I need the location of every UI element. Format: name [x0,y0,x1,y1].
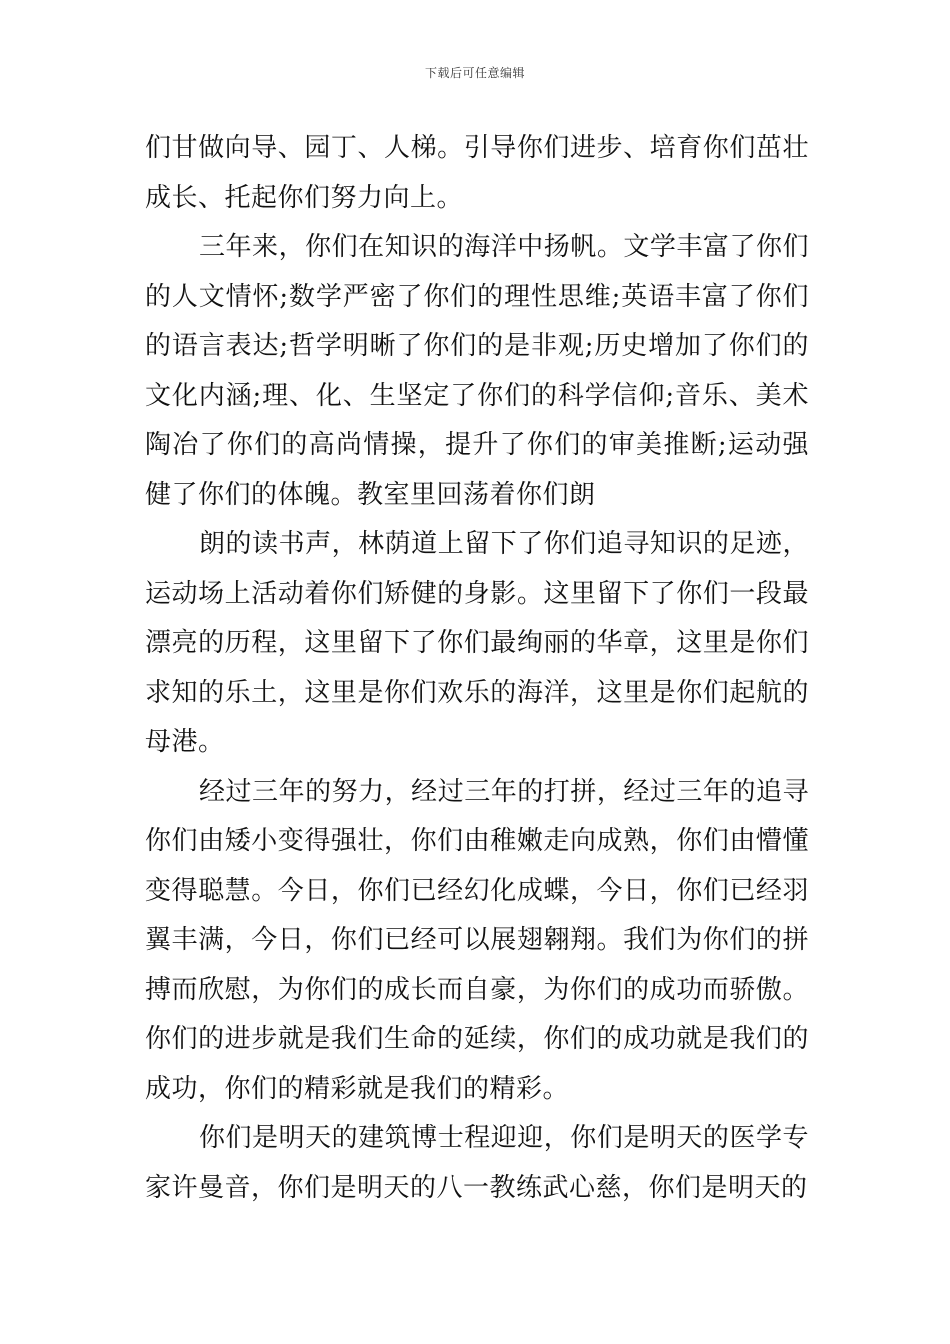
paragraph-1: 们甘做向导、园丁、人梯。引导你们进步、培育你们茁壮成长、托起你们努力向上。 [145,133,809,213]
page-header: 下载后可任意编辑 [424,66,525,80]
paragraph-5: 你们是明天的建筑博士程迎迎，你们是明天的医学专家许曼音，你们是明天的八一教练武心慈，你们是明天的 [145,1123,809,1203]
document-body [145,124,809,1213]
paragraph-3: 朗的读书声，林荫道上留下了你们追寻知识的足迹，运动场上活动着你们矫健的身影。这里留下了你们一段最漂亮的历程，这里留下了你们最绚丽的华章，这里是你们求知的乐土，这里是你们欢乐的海洋，这里是你们起航的母港。 [145,529,809,757]
paragraph-2: 三年来，你们在知识的海洋中扬帆。文学丰富了你们的人文情怀;数学严密了你们的理性思维;英语丰富了你们的语言表达;哲学明晰了你们的是非观;历史增加了你们的文化内涵;理、化、生坚定了你们的科学信仰;音乐、美术陶冶了你们的高尚情操，提升了你们的审美推断;运动强健了你们的体魄。教室里回荡着你们朗 [145,232,809,510]
paragraph-4: 经过三年的努力，经过三年的打拼，经过三年的追寻你们由矮小变得强壮，你们由稚嫩走向成熟，你们由懵懂变得聪慧。今日，你们已经幻化成蝶，今日，你们已经羽翼丰满，今日，你们已经可以展翅翱翔。我们为你们的拼搏而欣慰，为你们的成长而自豪，为你们的成功而骄傲。你们的进步就是我们生命的延续，你们的成功就是我们的成功，你们的精彩就是我们的精彩。 [145,776,809,1104]
